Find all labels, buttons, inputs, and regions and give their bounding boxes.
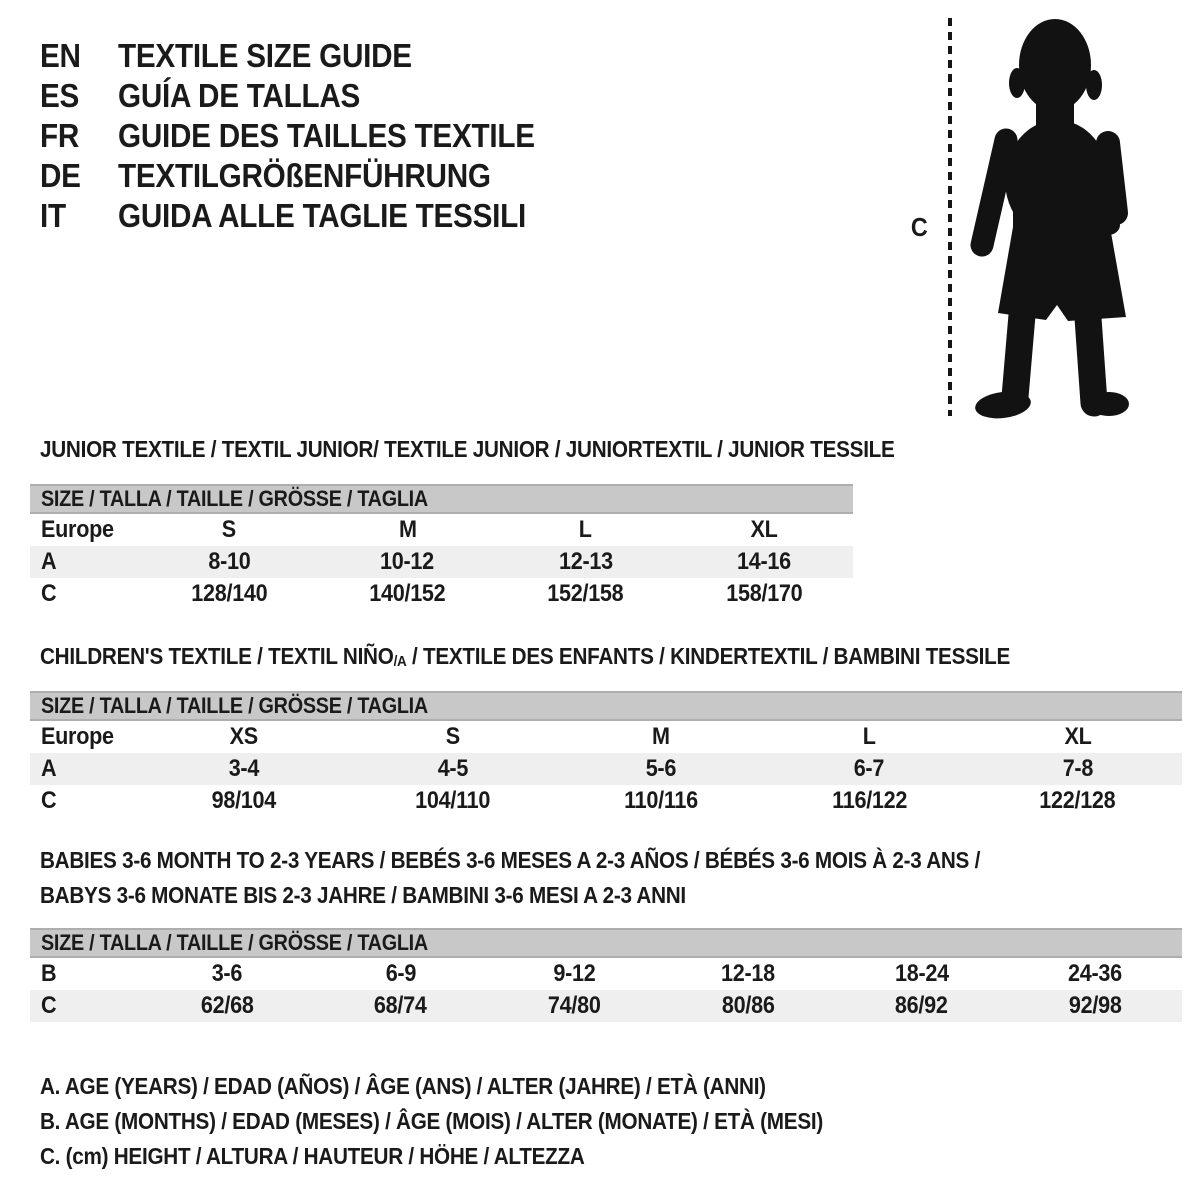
- table-cell: 104/110: [415, 787, 491, 814]
- table-row: [30, 514, 853, 546]
- table-cell: 10-12: [380, 548, 435, 575]
- size-header-bar: SIZE / TALLA / TAILLE / GRÖSSE / TAGLIA: [30, 928, 1182, 958]
- table-cell: L: [862, 723, 876, 750]
- height-measure-label: C: [910, 212, 928, 242]
- babies-table-body: [30, 958, 1182, 1022]
- lang-code: EN: [40, 37, 81, 74]
- junior-section-title: JUNIOR TEXTILE / TEXTIL JUNIOR/ TEXTILE JUNIOR / JUNIORTEXTIL / JUNIOR TESSILE: [40, 436, 895, 462]
- table-cell: 4-5: [437, 755, 468, 782]
- size-header-bar: SIZE / TALLA / TAILLE / GRÖSSE / TAGLIA: [30, 691, 1182, 721]
- table-row: [30, 578, 853, 610]
- table-cell: 3-6: [211, 960, 243, 987]
- table-cell: 98/104: [211, 787, 277, 814]
- row-label: Europe: [41, 516, 114, 543]
- table-cell: S: [222, 516, 237, 543]
- row-label: C: [41, 787, 57, 814]
- table-cell: 122/128: [1039, 787, 1116, 814]
- table-cell: 6-9: [385, 960, 416, 987]
- guide-title: TEXTILGRÖßENFÜHRUNG: [118, 157, 491, 194]
- table-cell: 116/122: [831, 787, 907, 814]
- table-cell: 24-36: [1068, 960, 1123, 987]
- footnote-height-cm: C. (cm) HEIGHT / ALTURA / HAUTEUR / HÖHE / ALTEZZA: [40, 1143, 585, 1169]
- table-cell: 152/158: [547, 580, 624, 607]
- table-row: [30, 721, 1182, 753]
- children-section-title: CHILDREN'S TEXTILE / TEXTIL NIÑO/A / TEXTILE DES ENFANTS / KINDERTEXTIL / BAMBINI TESSILE: [40, 643, 1011, 670]
- footnote-age-years: A. AGE (YEARS) / EDAD (AÑOS) / ÂGE (ANS) / ALTER (JAHRE) / ETÀ (ANNI): [40, 1073, 766, 1099]
- table-cell: 12-18: [720, 960, 775, 987]
- legend-footnotes: [40, 1069, 910, 1174]
- guide-title: GUIDE DES TAILLES TEXTILE: [118, 117, 535, 154]
- table-cell: 14-16: [736, 548, 791, 575]
- table-cell: 140/152: [369, 580, 446, 607]
- row-label: A: [41, 548, 57, 575]
- size-header-bar: SIZE / TALLA / TAILLE / GRÖSSE / TAGLIA: [30, 484, 853, 514]
- table-cell: 12-13: [558, 548, 613, 575]
- table-cell: 5-6: [645, 755, 677, 782]
- table-cell: XL: [1064, 723, 1092, 750]
- lang-code: FR: [40, 117, 80, 154]
- table-cell: XL: [750, 516, 778, 543]
- babies-section-title: BABIES 3-6 MONTH TO 2-3 YEARS / BEBÉS 3-6 MESES A 2-3 AÑOS / BÉBÉS 3-6 MOIS À 2-3 ANS / BABYS 3-6 MONATE BIS 2-3 JAHRE / BAMBINI 3-6 MESI A 2-3 ANNI: [40, 847, 981, 908]
- lang-code: IT: [40, 197, 66, 234]
- children-table-body: [30, 721, 1182, 817]
- guide-title: GUÍA DE TALLAS: [118, 77, 361, 114]
- nino-a-subscript: /A: [393, 653, 407, 670]
- guide-title: GUIDA ALLE TAGLIE TESSILI: [118, 197, 526, 234]
- row-label: C: [41, 992, 57, 1019]
- toddler-silhouette-figure: [958, 15, 1148, 420]
- table-cell: 7-8: [1062, 755, 1093, 782]
- table-row: [30, 753, 1182, 785]
- junior-size-table: [30, 484, 853, 610]
- table-cell: 18-24: [894, 960, 949, 987]
- table-cell: XS: [230, 723, 259, 750]
- table-cell: 86/92: [895, 992, 948, 1019]
- table-cell: M: [652, 723, 670, 750]
- table-cell: 110/116: [624, 787, 698, 814]
- junior-table-body: [30, 514, 853, 610]
- footnote-age-months: B. AGE (MONTHS) / EDAD (MESES) / ÂGE (MOIS) / ALTER (MONATE) / ETÀ (MESI): [40, 1108, 823, 1134]
- guide-title: TEXTILE SIZE GUIDE: [118, 37, 412, 74]
- row-label: Europe: [41, 723, 114, 750]
- table-cell: 80/86: [721, 992, 775, 1019]
- table-row: [30, 990, 1182, 1022]
- table-cell: 74/80: [547, 992, 601, 1019]
- lang-code: DE: [40, 157, 81, 194]
- row-label: B: [41, 960, 57, 987]
- row-label: C: [41, 580, 57, 607]
- table-cell: 9-12: [553, 960, 596, 987]
- table-cell: 62/68: [200, 992, 254, 1019]
- table-cell: 8-10: [208, 548, 251, 575]
- table-cell: 68/74: [374, 992, 427, 1019]
- lang-code: ES: [40, 77, 80, 114]
- language-title-list: [40, 36, 581, 236]
- table-row: [30, 958, 1182, 990]
- table-cell: 158/170: [725, 580, 802, 607]
- table-cell: S: [445, 723, 460, 750]
- children-size-table: [30, 691, 1182, 817]
- table-row: [30, 546, 853, 578]
- row-label: A: [41, 755, 57, 782]
- table-cell: 3-4: [228, 755, 260, 782]
- table-row: [30, 785, 1182, 817]
- table-cell: 128/140: [191, 580, 268, 607]
- babies-size-table: [30, 928, 1182, 1022]
- height-measure-line: [948, 18, 952, 416]
- table-cell: M: [398, 516, 417, 543]
- table-cell: 92/98: [1068, 992, 1122, 1019]
- table-cell: 6-7: [854, 755, 885, 782]
- table-cell: L: [579, 516, 593, 543]
